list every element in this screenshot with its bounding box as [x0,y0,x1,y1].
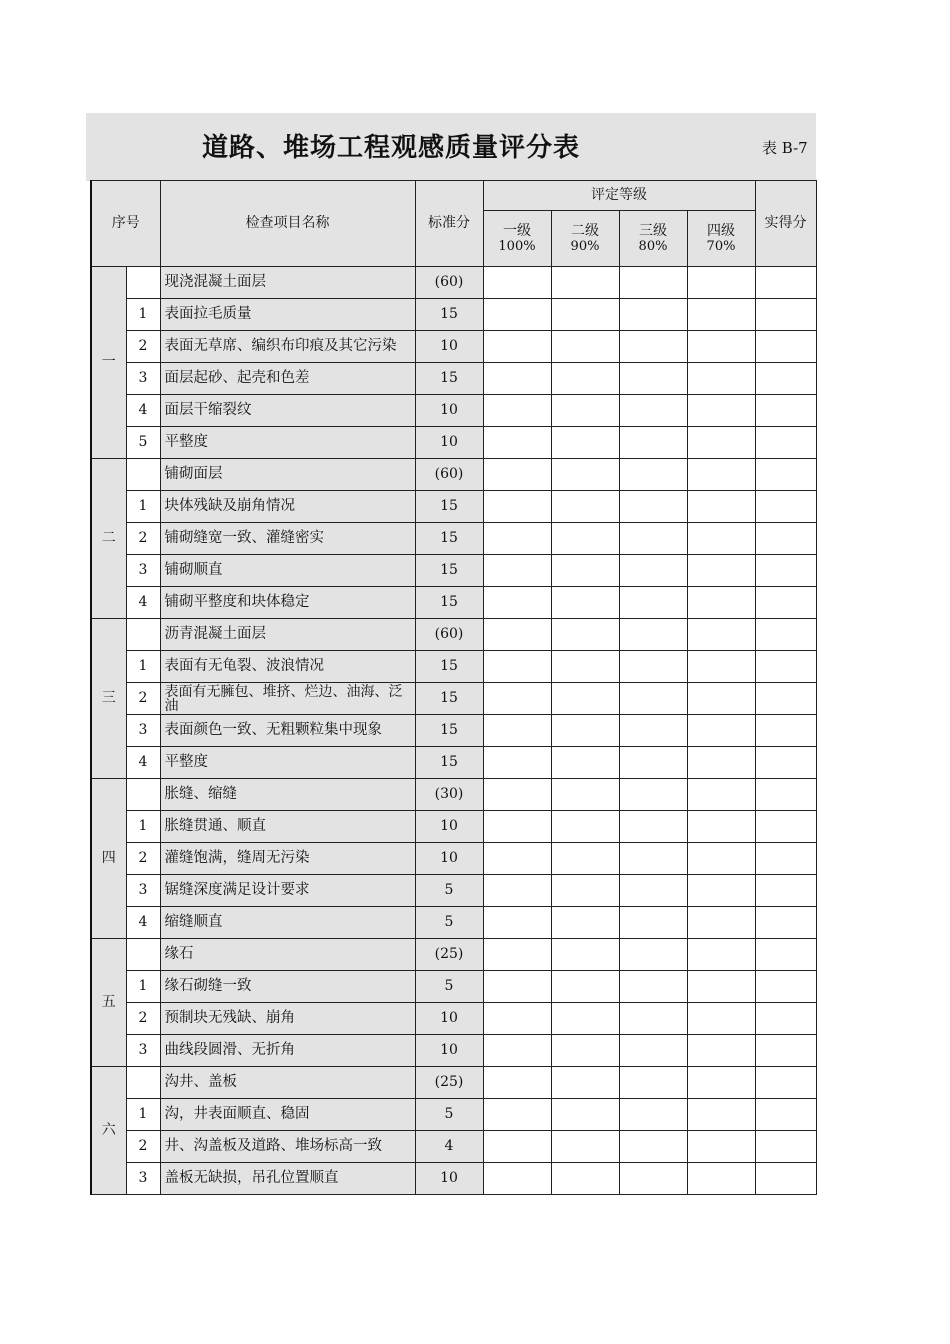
item-name: 表面有无龟裂、波浪情况 [160,651,415,683]
item-std-score: 15 [415,715,483,747]
grade-cell[interactable] [687,267,755,299]
section-label: 四 [91,779,126,939]
item-name: 铺砌缝宽一致、灌缝密实 [160,523,415,555]
item-no: 4 [126,907,160,939]
grade-cell[interactable] [619,427,687,459]
item-std-score: 15 [415,747,483,779]
actual-score-cell[interactable] [755,747,816,779]
grade-cell[interactable] [551,363,619,395]
grade-cell[interactable] [551,683,619,715]
header-seq: 序号 [91,181,160,267]
item-no: 2 [126,683,160,715]
item-name: 曲线段圆滑、无折角 [160,1035,415,1067]
actual-score-cell[interactable] [755,395,816,427]
item-name: 面层干缩裂纹 [160,395,415,427]
item-name: 胀缝贯通、顺直 [160,811,415,843]
item-no: 3 [126,1035,160,1067]
item-std-score: 15 [415,651,483,683]
actual-score-cell[interactable] [755,683,816,715]
section-row [91,619,816,651]
actual-score-cell[interactable] [755,331,816,363]
actual-score-cell[interactable] [755,1163,816,1195]
item-name: 平整度 [160,747,415,779]
section-no-blank [126,1067,160,1099]
actual-score-cell[interactable] [755,267,816,299]
grade-cell[interactable] [619,747,687,779]
item-name: 铺砌平整度和块体稳定 [160,587,415,619]
section-row [91,779,816,811]
grade-cell[interactable] [551,651,619,683]
grade-cell[interactable] [687,363,755,395]
grade-cell[interactable] [551,875,619,907]
grade-cell[interactable] [551,331,619,363]
grade-cell[interactable] [687,491,755,523]
header-grade-4: 四级 70% [687,211,755,267]
grade-cell[interactable] [551,971,619,1003]
grade-cell[interactable] [619,395,687,427]
item-no: 4 [126,587,160,619]
actual-score-cell[interactable] [755,843,816,875]
grade-cell[interactable] [551,779,619,811]
item-no: 1 [126,971,160,1003]
table-row [91,1131,816,1163]
item-std-score: 15 [415,587,483,619]
item-name: 灌缝饱满，缝周无污染 [160,843,415,875]
grade-cell[interactable] [687,523,755,555]
section-score: (25) [415,939,483,971]
grade-cell[interactable] [687,1067,755,1099]
score-table [90,180,817,1195]
page-title: 道路、堆场工程观感质量评分表 [201,133,580,163]
grade-cell[interactable] [483,651,551,683]
grade-cell[interactable] [619,299,687,331]
grade-cell[interactable] [619,811,687,843]
grade-cell[interactable] [483,267,551,299]
table-row [91,555,816,587]
item-name: 块体残缺及崩角情况 [160,491,415,523]
item-std-score: 10 [415,395,483,427]
grade-cell[interactable] [551,427,619,459]
grade-cell[interactable] [551,619,619,651]
grade-cell[interactable] [687,619,755,651]
grade-cell[interactable] [551,907,619,939]
item-std-score: 5 [415,907,483,939]
table-row [91,1003,816,1035]
grade-cell[interactable] [551,395,619,427]
grade-cell[interactable] [483,747,551,779]
grade-cell[interactable] [619,1163,687,1195]
item-name: 缩缝顺直 [160,907,415,939]
grade-cell[interactable] [687,971,755,1003]
grade-cell[interactable] [483,1035,551,1067]
section-title: 沟井、盖板 [160,1067,415,1099]
actual-score-cell[interactable] [755,1099,816,1131]
table-row [91,715,816,747]
item-name: 表面有无臃包、堆挤、烂边、油海、泛油 [160,683,415,715]
grade-cell[interactable] [687,779,755,811]
grade-cell[interactable] [483,1067,551,1099]
grade-cell[interactable] [551,1099,619,1131]
grade-cell[interactable] [483,1163,551,1195]
grade-cell[interactable] [483,1131,551,1163]
actual-score-cell[interactable] [755,907,816,939]
grade-cell[interactable] [483,779,551,811]
item-std-score: 5 [415,875,483,907]
item-no: 1 [126,651,160,683]
grade-cell[interactable] [619,267,687,299]
grade-cell[interactable] [551,1067,619,1099]
table-row [91,363,816,395]
grade-cell[interactable] [619,683,687,715]
grade-cell[interactable] [687,843,755,875]
grade-cell[interactable] [483,683,551,715]
table-code: 表 B-7 [762,139,808,157]
section-label: 二 [91,459,126,619]
item-std-score: 5 [415,1099,483,1131]
actual-score-cell[interactable] [755,1067,816,1099]
actual-score-cell[interactable] [755,779,816,811]
section-no-blank [126,779,160,811]
actual-score-cell[interactable] [755,555,816,587]
grade-cell[interactable] [619,555,687,587]
grade-cell[interactable] [687,331,755,363]
item-std-score: 15 [415,299,483,331]
grade-cell[interactable] [483,619,551,651]
grade-cell[interactable] [619,523,687,555]
header-grade-group: 评定等级 [483,181,755,211]
item-no: 1 [126,1099,160,1131]
actual-score-cell[interactable] [755,459,816,491]
grade-cell[interactable] [687,747,755,779]
item-no: 3 [126,363,160,395]
item-std-score: 10 [415,427,483,459]
grade-cell[interactable] [551,1003,619,1035]
grade-cell[interactable] [551,491,619,523]
actual-score-cell[interactable] [755,651,816,683]
section-row [91,1067,816,1099]
header-grade-2: 二级 90% [551,211,619,267]
table-row [91,299,816,331]
actual-score-cell[interactable] [755,1035,816,1067]
item-name: 预制块无残缺、崩角 [160,1003,415,1035]
grade-cell[interactable] [619,779,687,811]
actual-score-cell[interactable] [755,939,816,971]
item-std-score: 15 [415,491,483,523]
grade-cell[interactable] [687,395,755,427]
grade-cell[interactable] [551,811,619,843]
table-row [91,1163,816,1195]
grade-cell[interactable] [551,587,619,619]
grade-cell[interactable] [483,299,551,331]
grade-cell[interactable] [619,491,687,523]
table-row [91,651,816,683]
grade-cell[interactable] [687,907,755,939]
grade-cell[interactable] [619,459,687,491]
actual-score-cell[interactable] [755,491,816,523]
item-no: 1 [126,299,160,331]
grade-cell[interactable] [483,1099,551,1131]
section-label: 一 [91,267,126,459]
header-actual-score: 实得分 [755,181,816,267]
grade-cell[interactable] [687,299,755,331]
grade-cell[interactable] [687,1035,755,1067]
table-row [91,971,816,1003]
grade-cell[interactable] [687,875,755,907]
grade-cell[interactable] [687,939,755,971]
grade-cell[interactable] [551,299,619,331]
table-row [91,843,816,875]
grade-cell[interactable] [483,1003,551,1035]
actual-score-cell[interactable] [755,587,816,619]
grade-cell[interactable] [619,971,687,1003]
item-name: 表面拉毛质量 [160,299,415,331]
item-no: 5 [126,427,160,459]
grade-cell[interactable] [619,907,687,939]
actual-score-cell[interactable] [755,971,816,1003]
item-name: 井、沟盖板及道路、堆场标高一致 [160,1131,415,1163]
item-no: 2 [126,331,160,363]
item-std-score: 10 [415,1003,483,1035]
grade-cell[interactable] [551,939,619,971]
item-no: 2 [126,843,160,875]
item-no: 1 [126,811,160,843]
item-name: 锯缝深度满足设计要求 [160,875,415,907]
grade-cell[interactable] [619,875,687,907]
grade-cell[interactable] [483,459,551,491]
actual-score-cell[interactable] [755,523,816,555]
grade-cell[interactable] [483,907,551,939]
grade-cell[interactable] [687,1131,755,1163]
item-no: 1 [126,491,160,523]
grade-cell[interactable] [551,267,619,299]
grade-cell[interactable] [619,843,687,875]
grade-cell[interactable] [687,1003,755,1035]
section-no-blank [126,459,160,491]
actual-score-cell[interactable] [755,363,816,395]
grade-cell[interactable] [483,875,551,907]
grade-cell[interactable] [619,939,687,971]
item-name: 缘石砌缝一致 [160,971,415,1003]
actual-score-cell[interactable] [755,1131,816,1163]
grade-cell[interactable] [483,843,551,875]
grade-cell[interactable] [619,1067,687,1099]
grade-cell[interactable] [483,427,551,459]
section-title: 现浇混凝土面层 [160,267,415,299]
grade-cell[interactable] [483,811,551,843]
table-row [91,907,816,939]
item-name: 盖板无缺损，吊孔位置顺直 [160,1163,415,1195]
grade-cell[interactable] [483,523,551,555]
grade-cell[interactable] [551,555,619,587]
section-title: 沥青混凝土面层 [160,619,415,651]
grade-cell[interactable] [551,1035,619,1067]
item-std-score: 15 [415,555,483,587]
grade-cell[interactable] [687,459,755,491]
grade-cell[interactable] [551,1131,619,1163]
grade-cell[interactable] [483,939,551,971]
grade-cell[interactable] [619,651,687,683]
grade-cell[interactable] [483,363,551,395]
grade-cell[interactable] [551,523,619,555]
grade-cell[interactable] [619,587,687,619]
actual-score-cell[interactable] [755,715,816,747]
grade-cell[interactable] [687,587,755,619]
section-label: 六 [91,1067,126,1195]
grade-cell[interactable] [687,427,755,459]
item-std-score: 10 [415,331,483,363]
item-name: 铺砌顺直 [160,555,415,587]
header-grade-3: 三级 80% [619,211,687,267]
section-row [91,459,816,491]
section-score: (25) [415,1067,483,1099]
item-name: 平整度 [160,427,415,459]
grade-cell[interactable] [483,395,551,427]
grade-cell[interactable] [687,1163,755,1195]
grade-cell[interactable] [483,331,551,363]
grade-cell[interactable] [483,971,551,1003]
section-score: (30) [415,779,483,811]
grade-cell[interactable] [551,747,619,779]
table-row [91,1099,816,1131]
table-row [91,1035,816,1067]
grade-cell[interactable] [619,1035,687,1067]
item-std-score: 5 [415,971,483,1003]
grade-cell[interactable] [687,715,755,747]
section-score: (60) [415,459,483,491]
grade-cell[interactable] [551,715,619,747]
grade-cell[interactable] [687,683,755,715]
item-name: 面层起砂、起壳和色差 [160,363,415,395]
item-std-score: 15 [415,523,483,555]
item-std-score: 15 [415,683,483,715]
table-row [91,331,816,363]
grade-cell[interactable] [619,715,687,747]
item-std-score: 15 [415,363,483,395]
table-row [91,747,816,779]
item-std-score: 10 [415,1163,483,1195]
table-row [91,811,816,843]
actual-score-cell[interactable] [755,619,816,651]
grade-cell[interactable] [551,1163,619,1195]
item-std-score: 10 [415,843,483,875]
item-std-score: 4 [415,1131,483,1163]
grade-cell[interactable] [619,331,687,363]
table-row [91,523,816,555]
grade-cell[interactable] [619,1003,687,1035]
actual-score-cell[interactable] [755,299,816,331]
grade-cell[interactable] [619,1131,687,1163]
item-std-score: 10 [415,1035,483,1067]
table-row [91,683,816,715]
grade-cell[interactable] [619,619,687,651]
table-row [91,491,816,523]
grade-cell[interactable] [619,363,687,395]
grade-cell[interactable] [483,715,551,747]
grade-cell[interactable] [483,491,551,523]
grade-cell[interactable] [619,1099,687,1131]
grade-cell[interactable] [687,811,755,843]
grade-cell[interactable] [483,587,551,619]
section-score: (60) [415,267,483,299]
item-name: 表面无草席、编织布印痕及其它污染 [160,331,415,363]
section-title: 缘石 [160,939,415,971]
actual-score-cell[interactable] [755,811,816,843]
section-title: 铺砌面层 [160,459,415,491]
section-no-blank [126,619,160,651]
grade-cell[interactable] [687,651,755,683]
grade-cell[interactable] [551,459,619,491]
actual-score-cell[interactable] [755,427,816,459]
section-row [91,267,816,299]
header-grade-1: 一级 100% [483,211,551,267]
section-score: (60) [415,619,483,651]
table-row [91,875,816,907]
item-no: 4 [126,395,160,427]
table-row [91,587,816,619]
section-no-blank [126,939,160,971]
header-item-name: 检查项目名称 [160,181,415,267]
table-row [91,395,816,427]
section-label: 三 [91,619,126,779]
item-no: 2 [126,1131,160,1163]
section-title: 胀缝、缩缝 [160,779,415,811]
grade-cell[interactable] [551,843,619,875]
item-no: 2 [126,1003,160,1035]
header-std-score: 标准分 [415,181,483,267]
item-no: 3 [126,875,160,907]
section-label: 五 [91,939,126,1067]
section-row [91,939,816,971]
actual-score-cell[interactable] [755,1003,816,1035]
item-no: 2 [126,523,160,555]
item-no: 3 [126,715,160,747]
item-name: 表面颜色一致、无粗颗粒集中现象 [160,715,415,747]
actual-score-cell[interactable] [755,875,816,907]
grade-cell[interactable] [483,555,551,587]
section-no-blank [126,267,160,299]
table-row [91,427,816,459]
grade-cell[interactable] [687,555,755,587]
item-no: 3 [126,1163,160,1195]
grade-cell[interactable] [687,1099,755,1131]
item-no: 4 [126,747,160,779]
item-name: 沟，井表面顺直、稳固 [160,1099,415,1131]
item-no: 3 [126,555,160,587]
item-std-score: 10 [415,811,483,843]
